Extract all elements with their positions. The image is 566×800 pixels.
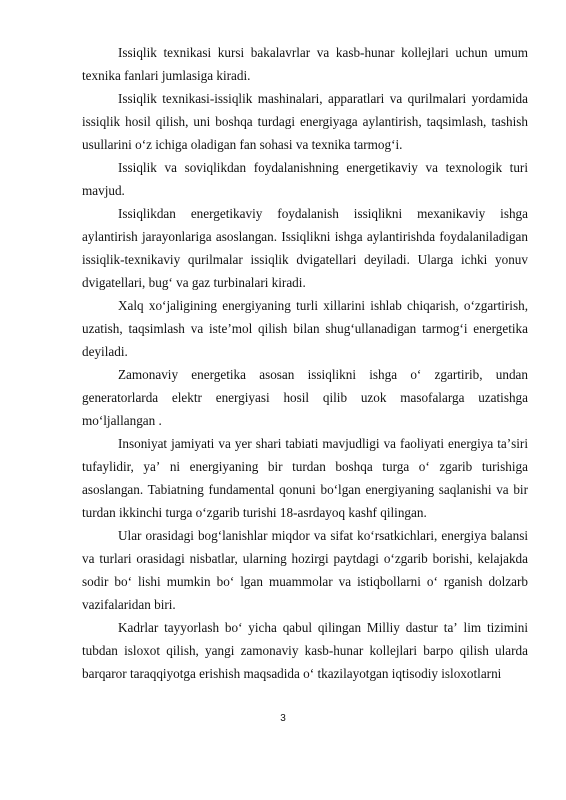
page-number: 3 [280,713,286,724]
paragraph-1: Issiqlik texnikasi kursi bakalavrlar va kasb-hunar kollejlari uchun umum texnika fanlari jumlasiga kiradi. [82,45,528,83]
paragraph-7: Insoniyat jamiyati va yer shari tabiati mavjudligi va faoliyati energiya taʼsiri tufaylidir, yaʼ ni energiyaning bir turdan boshqa turga oʻ zgarib turishiga asoslangan. Tabiatning fundamental qonuni boʻlgan energiyaning saqlanishi va bir turdan ikkinchi turga oʻzgarib turishi 18-asrdayoq kashf qilingan. [82,436,528,520]
paragraph-3: Issiqlik va soviqlikdan foydalanishning energetikaviy va texnologik turi mavjud. [82,160,528,198]
paragraph-5: Xalq xoʻjaligining energiyaning turli xillarini ishlab chiqarish, oʻzgartirish, uzatish, taqsimlash va isteʼmol qilish bilan shugʻullanadigan tarmogʻi energetika deyiladi. [82,298,528,359]
paragraph-6: Zamonaviy energetika asosan issiqlikni ishga oʻ zgartirib, undan generatorlarda elektr energiyasi hosil qilib uzok masofalarga uzatishga moʻljallangan . [82,367,528,428]
paragraph-8: Ular orasidagi bogʻlanishlar miqdor va sifat koʻrsatkichlari, energiya balansi va turlari orasidagi nisbatlar, ularning hozirgi paytdagi oʻzgarib borishi, kelajakda sodir boʻ lishi mumkin boʻ lgan muammolar va istiqbollarni oʻ rganish dolzarb vazifalaridan biri. [82,528,528,612]
paragraph-4: Issiqlikdan energetikaviy foydalanish issiqlikni mexanikaviy ishga aylantirish jarayonlariga asoslangan. Issiqlikni ishga aylantirishda foydalaniladigan issiqlik-texnikaviy qurilmalar issiqlik dvigatellari deyiladi. Ularga ichki yonuv dvigatellari, bugʻ va gaz turbinalari kiradi. [82,206,528,290]
document-body [82,41,528,685]
paragraph-9: Kadrlar tayyorlash boʻ yicha qabul qilingan Milliy dastur taʼ lim tizimini tubdan isloxot qilish, yangi zamonaviy kasb-hunar kollejlari barpo qilish ularda barqaror taraqqiyotga erishish maqsadida oʻ tkazilayotgan iqtisodiy isloxotlarni [82,620,528,681]
paragraph-2: Issiqlik texnikasi-issiqlik mashinalari, apparatlari va qurilmalari yordamida issiqlik hosil qilish, uni boshqa turdagi energiyaga aylantirish, taqsimlash, tashish usullarini oʻz ichiga oladigan fan sohasi va texnika tarmogʻi. [82,91,528,152]
